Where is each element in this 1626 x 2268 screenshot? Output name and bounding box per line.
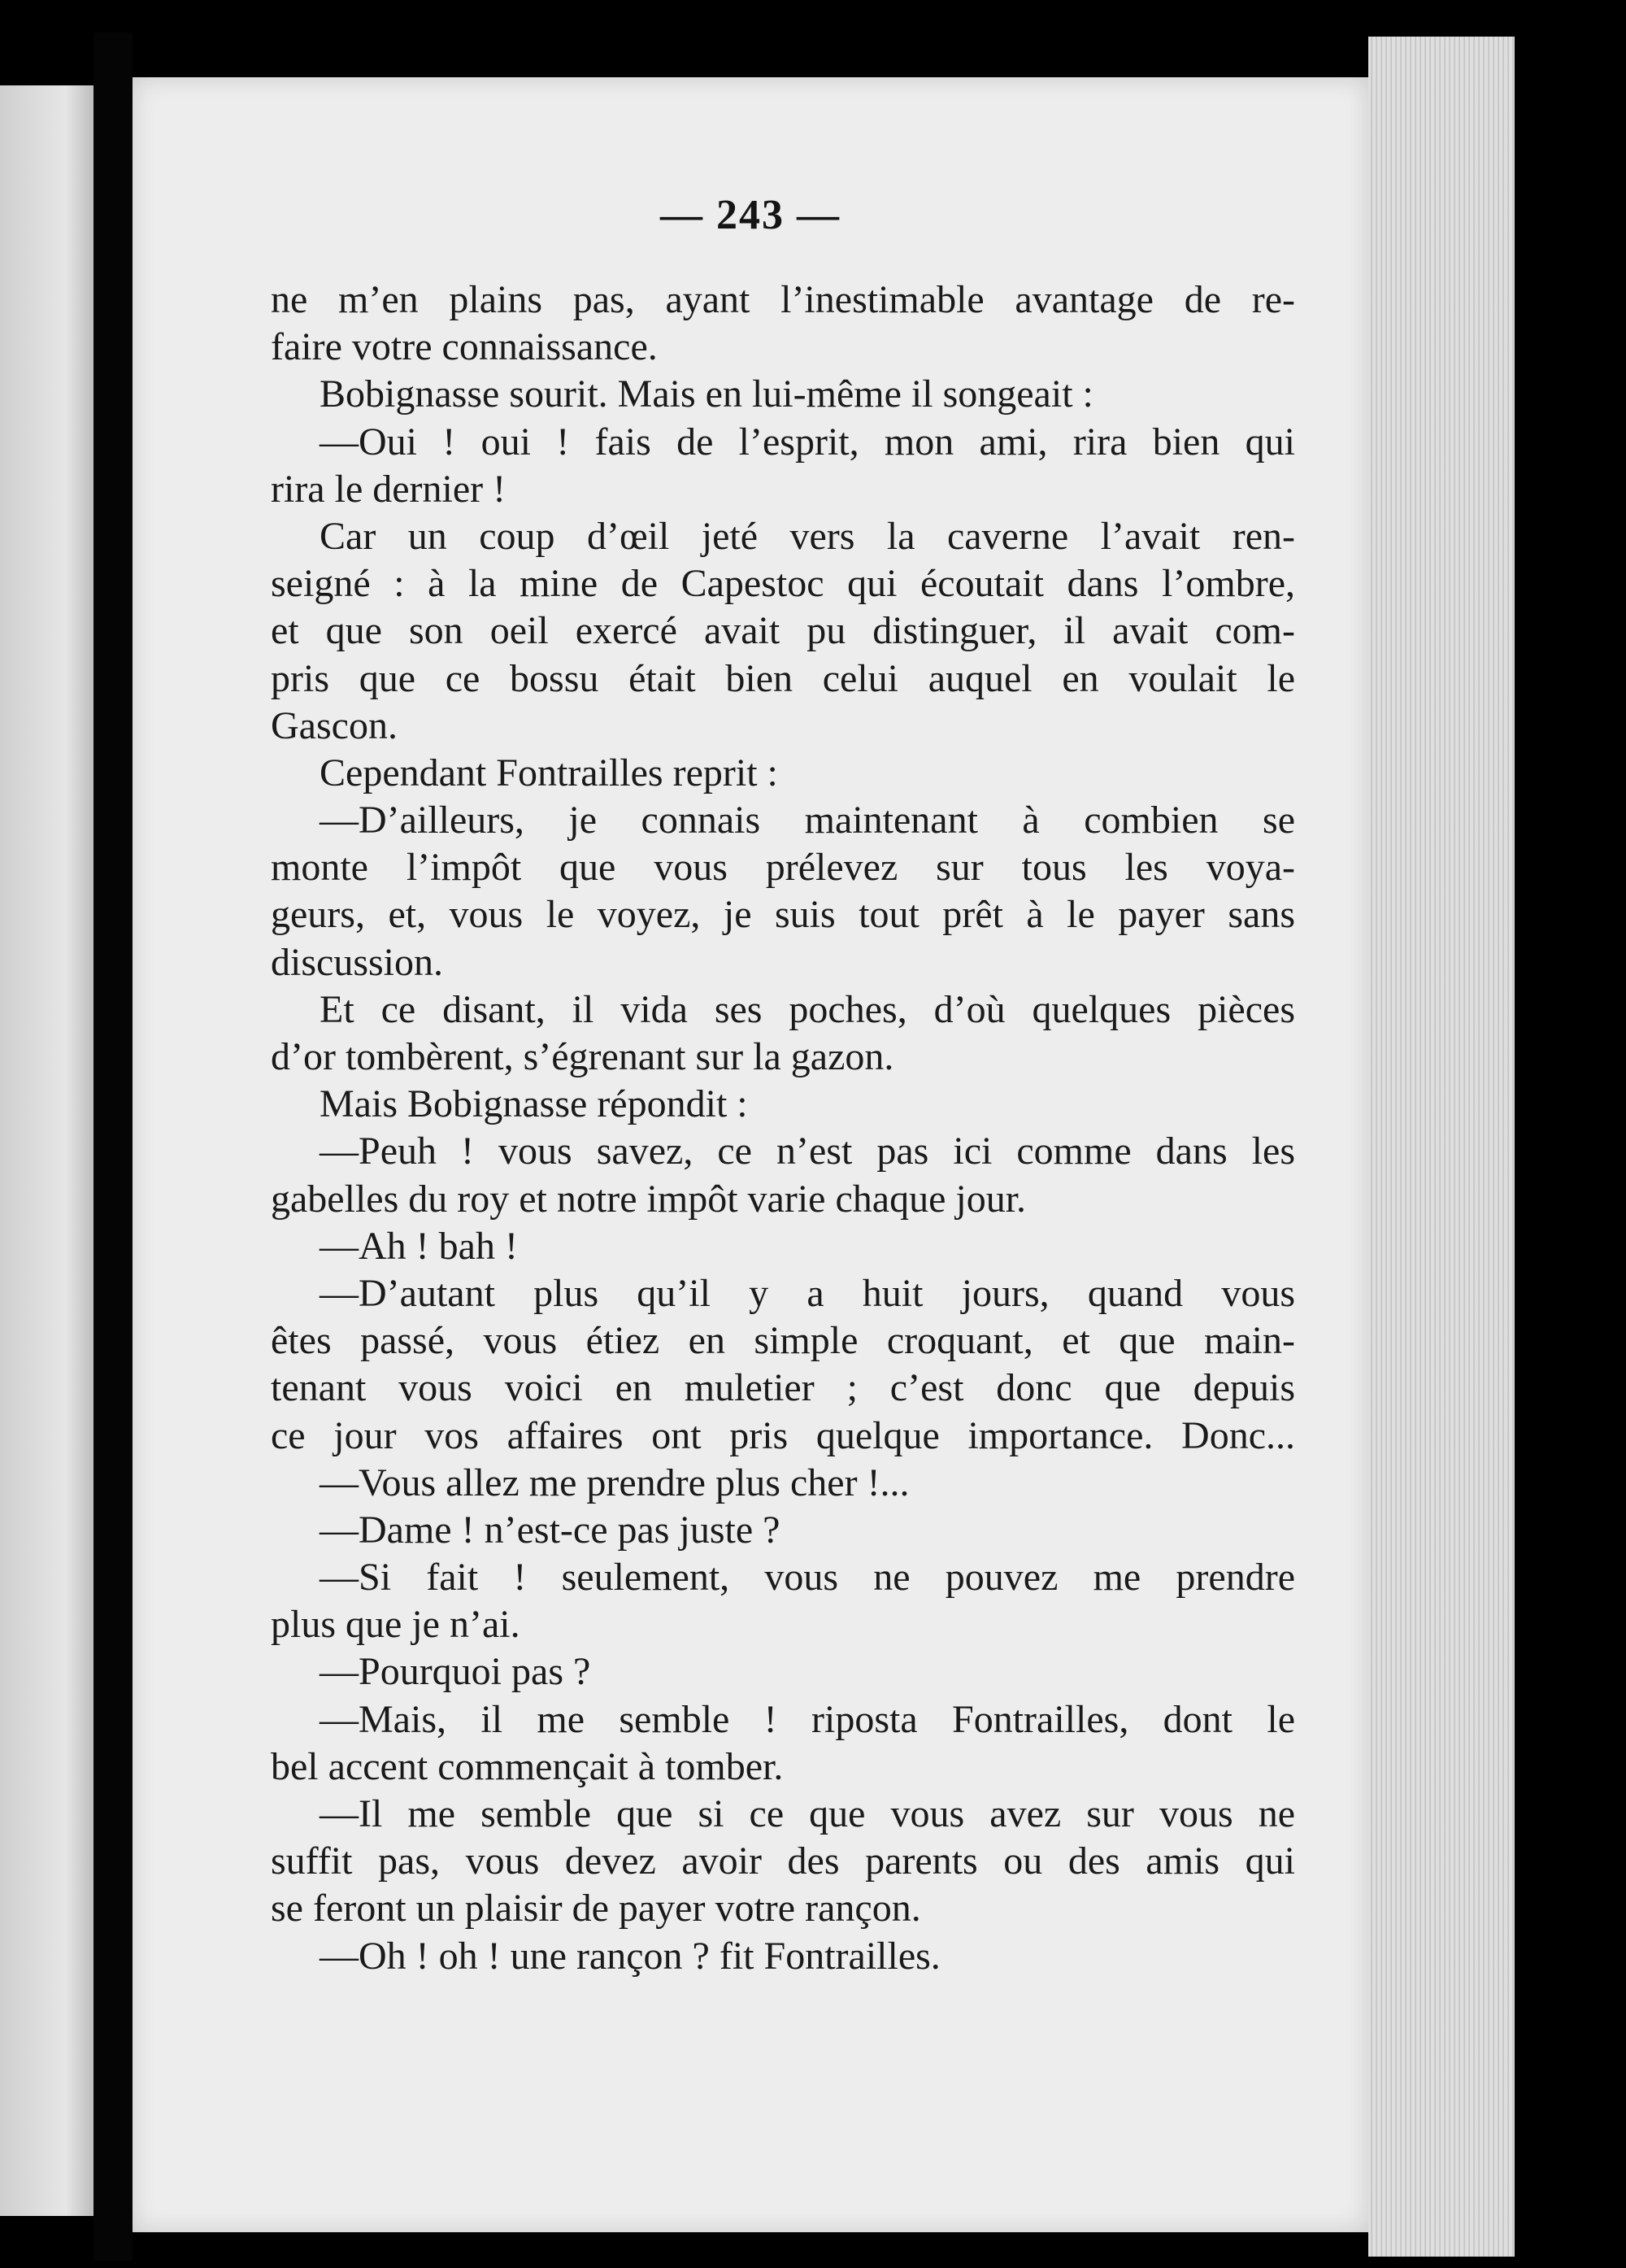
text-line: —Oh ! oh ! une rançon ? fit Fontrailles.: [320, 1934, 941, 1978]
text-line: ne m’en plains pas, ayant l’inestimable avantage de re-: [271, 278, 1295, 321]
text-line: —Dame ! n’est-ce pas juste ?: [320, 1508, 780, 1552]
text-line: —Pourquoi pas ?: [320, 1650, 591, 1694]
text-line: ce jour vos affaires ont pris quelque importance. Donc...: [271, 1413, 1295, 1457]
left-page-edge: [0, 85, 93, 2216]
text-line: —D’autant plus qu’il y a huit jours, quand vous: [320, 1271, 1295, 1315]
text-line: Bobignasse sourit. Mais en lui-même il songeait :: [320, 372, 1093, 416]
book-page: [133, 77, 1368, 2232]
text-line: d’or tombèrent, s’égrenant sur la gazon.: [271, 1035, 894, 1078]
text-line: faire votre connaissance.: [271, 325, 658, 369]
page-edges: [1368, 37, 1515, 2257]
text-line: tenant vous voici en muletier ; c’est donc que depuis: [271, 1366, 1295, 1410]
text-line: plus que je n’ai.: [271, 1603, 520, 1647]
text-line: —Il me semble que si ce que vous avez sur vous ne: [320, 1792, 1295, 1835]
page-number: — 243 —: [660, 192, 841, 238]
text-line: Cependant Fontrailles reprit :: [320, 751, 778, 794]
text-line: —Ah ! bah !: [320, 1224, 518, 1268]
text-line: geurs, et, vous le voyez, je suis tout prêt à le payer sans: [271, 893, 1295, 937]
text-line: bel accent commençait à tomber.: [271, 1744, 784, 1788]
text-line: gabelles du roy et notre impôt varie chaque jour.: [271, 1177, 1027, 1221]
text-line: —Peuh ! vous savez, ce n’est pas ici comme dans les: [320, 1130, 1295, 1173]
text-line: —Vous allez me prendre plus cher !...: [320, 1460, 910, 1504]
text-line: —Mais, il me semble ! riposta Fontrailles, dont le: [320, 1697, 1295, 1741]
book-gutter: [93, 33, 133, 2261]
book-cover-edge: [1515, 33, 1626, 2268]
text-line: et que son oeil exercé avait pu distinguer, il avait com-: [271, 609, 1295, 653]
text-line: Gascon.: [271, 703, 398, 747]
page-text: [271, 276, 1295, 1980]
text-line: monte l’impôt que vous prélevez sur tous les voya-: [271, 846, 1295, 890]
text-line: êtes passé, vous étiez en simple croquant, et que main-: [271, 1319, 1295, 1363]
text-line: —Si fait ! seulement, vous ne pouvez me prendre: [320, 1556, 1295, 1600]
text-line: rira le dernier !: [271, 467, 506, 511]
text-line: —Oui ! oui ! fais de l’esprit, mon ami, rira bien qui: [320, 420, 1295, 464]
text-line: seigné : à la mine de Capestoc qui écoutait dans l’ombre,: [271, 562, 1295, 606]
text-line: Et ce disant, il vida ses poches, d’où quelques pièces: [320, 987, 1295, 1031]
text-line: Car un coup d’œil jeté vers la caverne l’avait ren-: [320, 514, 1295, 558]
text-line: —D’ailleurs, je connais maintenant à combien se: [320, 799, 1295, 842]
text-line: discussion.: [271, 940, 444, 984]
text-line: pris que ce bossu était bien celui auquel en voulait le: [271, 656, 1295, 700]
text-line: se feront un plaisir de payer votre rançon.: [271, 1887, 921, 1931]
text-line: Mais Bobignasse répondit :: [320, 1082, 748, 1126]
text-line: suffit pas, vous devez avoir des parents ou des amis qui: [271, 1839, 1295, 1883]
